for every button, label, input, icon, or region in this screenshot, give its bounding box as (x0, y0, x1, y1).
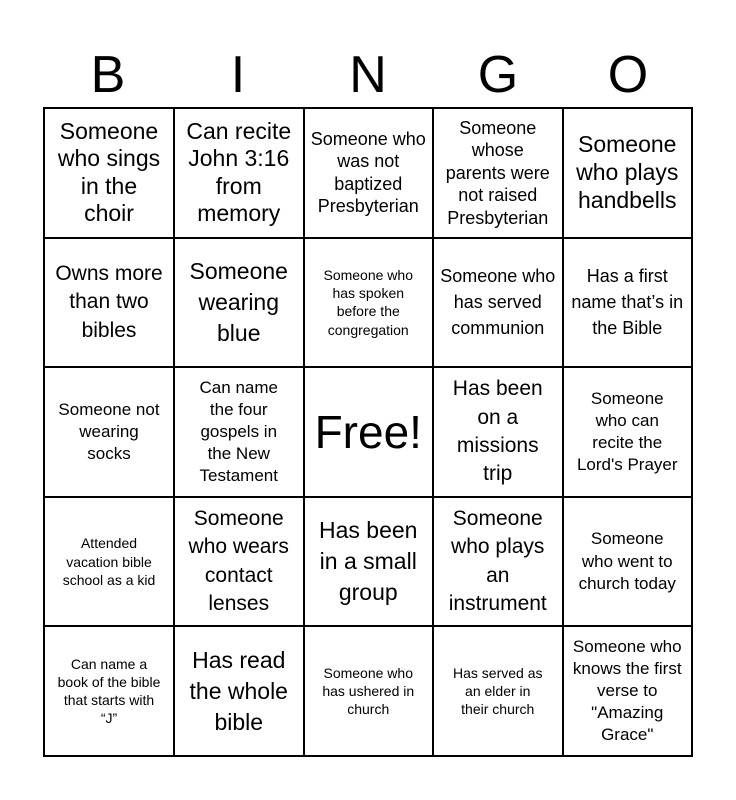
bingo-cell[interactable] (433, 497, 563, 627)
bingo-cell[interactable] (44, 497, 174, 627)
bingo-cell[interactable] (44, 238, 174, 368)
bingo-cell[interactable] (563, 238, 693, 368)
bingo-cell[interactable] (44, 108, 174, 238)
cell-text: Can name the four gospels in the New Testament (199, 377, 278, 486)
cell-text: Can name a book of the bible that starts with “J” (57, 655, 161, 727)
cell-text: Someone who wears contact lenses (188, 506, 289, 615)
cell-text: Has been in a small group (319, 517, 418, 606)
bingo-cell[interactable] (44, 626, 174, 756)
cell-text: Someone who sings in the choir (57, 117, 161, 227)
bingo-cell[interactable] (433, 626, 563, 756)
bingo-cell[interactable] (304, 626, 434, 756)
bingo-cell[interactable] (174, 497, 304, 627)
header-letter-i: I (230, 46, 246, 104)
header-letter-g: G (477, 46, 519, 104)
cell-text: Someone who has ushered in church (322, 664, 415, 718)
cell-text: Someone who can recite the Lord's Prayer (576, 388, 678, 475)
cell-text: Someone who plays an instrument (448, 506, 547, 615)
bingo-cell[interactable] (563, 626, 693, 756)
bingo-cell[interactable] (304, 108, 434, 238)
cell-text: Someone who knows the first verse to "Amazing Grace" (572, 636, 682, 745)
header-letter-b: B (90, 46, 126, 104)
cell-text: Someone who has served communion (440, 266, 556, 339)
bingo-cell[interactable] (433, 238, 563, 368)
bingo-cell[interactable] (44, 367, 174, 497)
cell-text: Owns more than two bibles (55, 261, 163, 342)
bingo-cell[interactable] (433, 367, 563, 497)
cell-text: Someone whose parents were not raised Presbyterian (445, 117, 550, 228)
cell-text: Someone who has spoken before the congregation (323, 267, 413, 338)
bingo-cell[interactable] (304, 238, 434, 368)
cell-text: Someone who was not baptized Presbyterian (310, 128, 426, 217)
cell-text: Has served as an elder in their church (453, 664, 543, 718)
header-letter-n: N (349, 46, 387, 104)
free-space-text: Free! (314, 405, 422, 458)
bingo-header (43, 44, 693, 106)
cell-text: Attended vacation bible school as a kid (62, 535, 156, 588)
header-letter-o: O (607, 46, 649, 104)
bingo-cell[interactable] (304, 497, 434, 627)
cell-text: Has read the whole bible (189, 646, 288, 735)
bingo-cell[interactable] (174, 108, 304, 238)
bingo-cell[interactable] (563, 497, 693, 627)
bingo-cell[interactable] (174, 238, 304, 368)
bingo-cell[interactable] (174, 367, 304, 497)
cell-text: Someone who went to church today (578, 529, 676, 593)
bingo-cell[interactable] (563, 367, 693, 497)
cell-text: Someone wearing blue (189, 257, 288, 346)
cell-text: Has a first name that’s in the Bible (571, 266, 684, 339)
cell-text: Can recite John 3:16 from memory (186, 117, 292, 227)
bingo-cell[interactable] (433, 108, 563, 238)
bingo-cell[interactable] (563, 108, 693, 238)
cell-text: Has been on a missions trip (452, 377, 543, 486)
cell-text: Someone who plays handbells (576, 131, 679, 213)
free-space-cell[interactable] (304, 367, 434, 497)
bingo-cell[interactable] (174, 626, 304, 756)
bingo-card-grid (43, 107, 693, 757)
cell-text: Someone not wearing socks (58, 399, 160, 464)
